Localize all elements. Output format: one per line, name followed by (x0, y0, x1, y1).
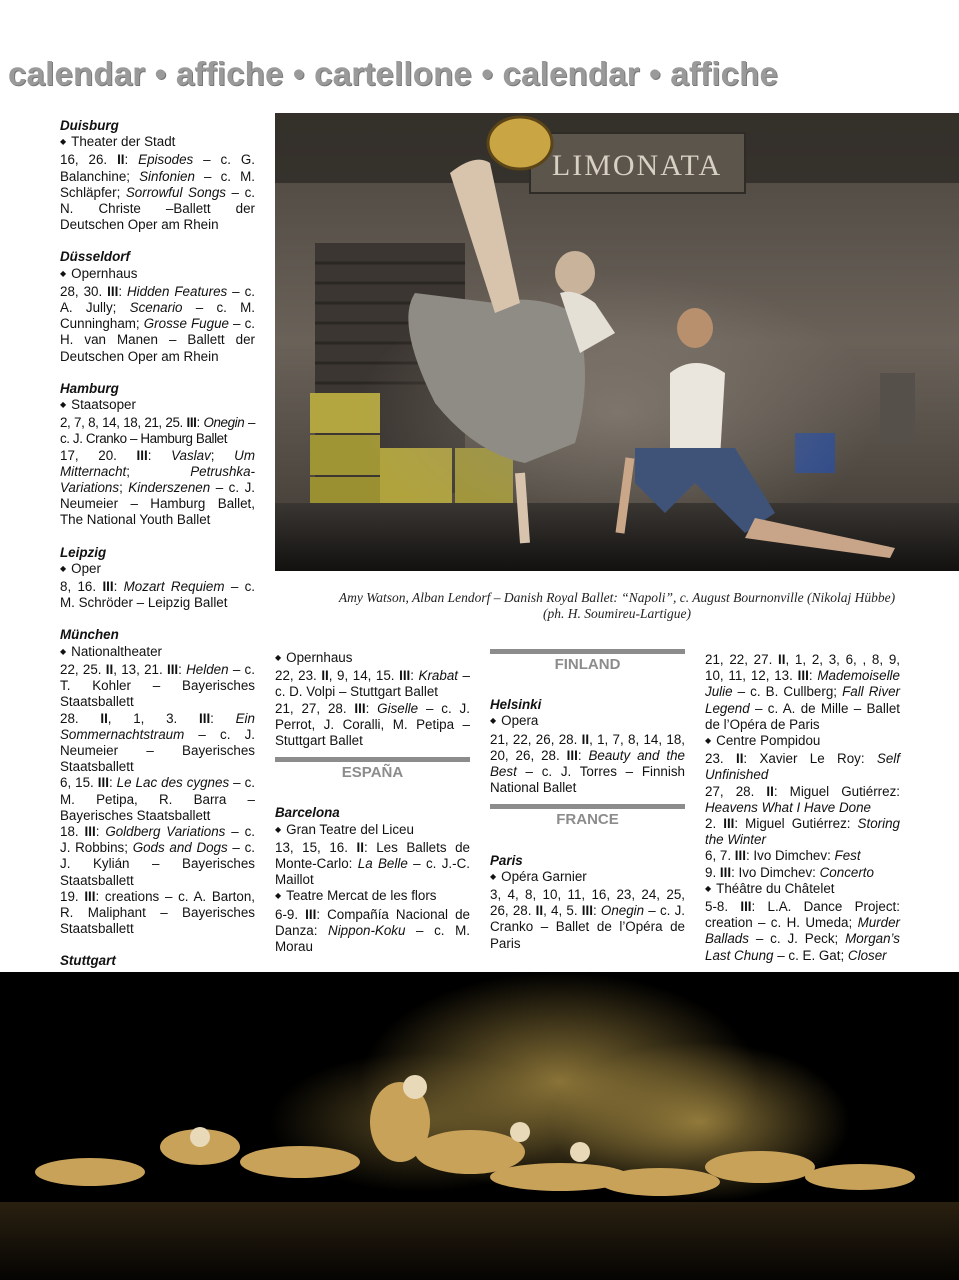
venue-opernhaus-stuttgart: ◆ Opernhaus (275, 650, 470, 668)
column-stuttgart-espana (275, 650, 470, 955)
city-stuttgart: Stuttgart (60, 953, 116, 969)
listing-entry: 23. II: Xavier Le Roy: Self Unfinished (705, 751, 900, 783)
dancers-smoke-illustration (0, 972, 959, 1280)
listing-entry: 13, 15, 16. II: Les Ballets de Monte-Carlo: La Belle – c. J.-C. Maillot (275, 839, 470, 888)
listing-entry: 27, 28. II: Miguel Gutiérrez: Heavens What I Have Done (705, 783, 900, 815)
city-munchen: München (60, 627, 119, 643)
venue-theatre-du-chatelet: ◆ Théâtre du Châtelet (705, 881, 900, 899)
listing-entry: 21, 22, 26, 28. II, 1, 7, 8, 14, 18, 20, 26, 28. III: Beauty and the Best – c. J. Torres – Finnish National Ballet (490, 731, 685, 796)
dancers-floor-photo (0, 972, 959, 1280)
city-leipzig: Leipzig (60, 544, 107, 560)
photo-caption (275, 590, 959, 622)
listing-entry: 3, 4, 8, 10, 11, 16, 23, 24, 25, 26, 28. II, 4, 5. III: Onegin – c. J. Cranko – Ballet de l’Opéra de Paris (490, 887, 685, 951)
city-hamburg: Hamburg (60, 380, 119, 396)
venue-gran-teatre-del-liceu: ◆ Gran Teatre del Liceu (275, 822, 470, 840)
venue-teatre-mercat-de-les-flors: ◆ Teatre Mercat de les flors (275, 888, 470, 906)
listing-entry: 19. III: creations – c. A. Barton, R. Maliphant – Bayerisches Staatsballett (60, 888, 255, 937)
venue-oper: ◆ Oper (60, 561, 255, 579)
venue-opera-garnier: ◆ Opéra Garnier (490, 869, 685, 887)
listing-entry: 21, 22, 27. II, 1, 2, 3, 6, , 8, 9, 10, 11, 12, 13. III: Mademoiselle Julie – c. B. Cullberg; Fall River Legend – c. A. de Mille – Ballet de l’Opéra de Paris (705, 652, 900, 732)
venue-opernhaus: ◆ Opernhaus (60, 266, 255, 284)
city-dusseldorf: Düsseldorf (60, 249, 130, 265)
listing-entry: 9. III: Ivo Dimchev: Concerto (705, 864, 874, 880)
listing-entry: 2, 7, 8, 14, 18, 21, 25. III: Onegin – c. J. Cranko – Hamburg Ballet (60, 415, 255, 447)
venue-centre-pompidou: ◆ Centre Pompidou (705, 733, 900, 751)
listing-entry: 6, 15. III: Le Lac des cygnes – c. M. Petipa, R. Barra – Bayerisches Staatsballett (60, 775, 255, 823)
listing-entry: 22, 23. II, 9, 14, 15. III: Krabat – c. D. Volpi – Stuttgart Ballet (275, 668, 470, 700)
listing-entry: 6, 7. III: Ivo Dimchev: Fest (705, 848, 861, 864)
calendar-banner: calendar • affiche • cartellone • calendar • affiche (8, 55, 779, 92)
country-heading-espana: ESPAÑA (275, 757, 470, 781)
column-germany-cities (60, 118, 255, 970)
venue-staatsoper: ◆ Staatsoper (60, 397, 255, 415)
country-heading-finland: FINLAND (490, 649, 685, 673)
country-heading-france: FRANCE (490, 804, 685, 828)
limonata-sign: LIMONATA (551, 149, 723, 182)
venue-theater-der-stadt: ◆ Theater der Stadt (60, 134, 255, 152)
napoli-stage-illustration (275, 113, 959, 571)
venue-nationaltheater: ◆ Nationaltheater (60, 644, 255, 662)
listing-entry: 2. III: Miguel Gutiérrez: Storing the Winter (705, 816, 900, 848)
city-paris: Paris (490, 852, 523, 868)
listing-entry: 6-9. III: Compañía Nacional de Danza: Nippon-Koku – c. M. Morau (275, 906, 470, 955)
city-barcelona: Barcelona (275, 805, 340, 821)
column-paris-continued (705, 652, 900, 964)
listing-entry: 16, 26. II: Episodes – c. G. Balanchine; Sinfonien – c. M. Schläpfer; Sorrowful Songs – c. N. Christe –Ballett der Deutschen Oper am Rhein (60, 152, 255, 233)
city-helsinki: Helsinki (490, 697, 542, 713)
listing-entry: 22, 25. II, 13, 21. III: Helden – c. T. Kohler – Bayerisches Staatsballett (60, 661, 255, 710)
column-finland-france (490, 649, 685, 952)
venue-opera-helsinki: ◆ Opera (490, 713, 685, 731)
caption-line-2: (ph. H. Soumireu-Lartigue) (543, 606, 691, 621)
listing-entry: 28. II, 1, 3. III: Ein Sommernachtstraum – c. J. Neumeier – Bayerisches Staatsballett (60, 710, 255, 775)
napoli-ballet-photo (275, 113, 959, 571)
listing-entry: 21, 27, 28. III: Giselle – c. J. Perrot, J. Coralli, M. Petipa – Stuttgart Ballet (275, 700, 470, 749)
city-duisburg: Duisburg (60, 118, 119, 133)
listing-entry: 8, 16. III: Mozart Requiem – c. M. Schröder – Leipzig Ballet (60, 579, 255, 611)
listing-entry: 17, 20. III: Vaslav; Um Mitternacht; Petrushka-Variations; Kinderszenen – c. J. Neumeier – Hamburg Ballet, The National Youth Ballet (60, 447, 255, 528)
listing-entry: 18. III: Goldberg Variations – c. J. Robbins; Gods and Dogs – c. J. Kylián – Bayerisches Staatsballett (60, 823, 255, 888)
listing-entry: 5-8. III: L.A. Dance Project: creation – c. H. Umeda; Murder Ballads – c. J. Peck; Morgan’s Last Chung – c. E. Gat; Closer (705, 899, 900, 963)
caption-line-1: Amy Watson, Alban Lendorf – Danish Royal Ballet: “Napoli”, c. August Bournonville (Nikolaj Hübbe) (338, 590, 896, 605)
listing-entry: 28, 30. III: Hidden Features – c. A. Jully; Scenario – c. M. Cunningham; Grosse Fugue – c. H. van Manen – Ballett der Deutschen Oper am Rhein (60, 283, 255, 364)
